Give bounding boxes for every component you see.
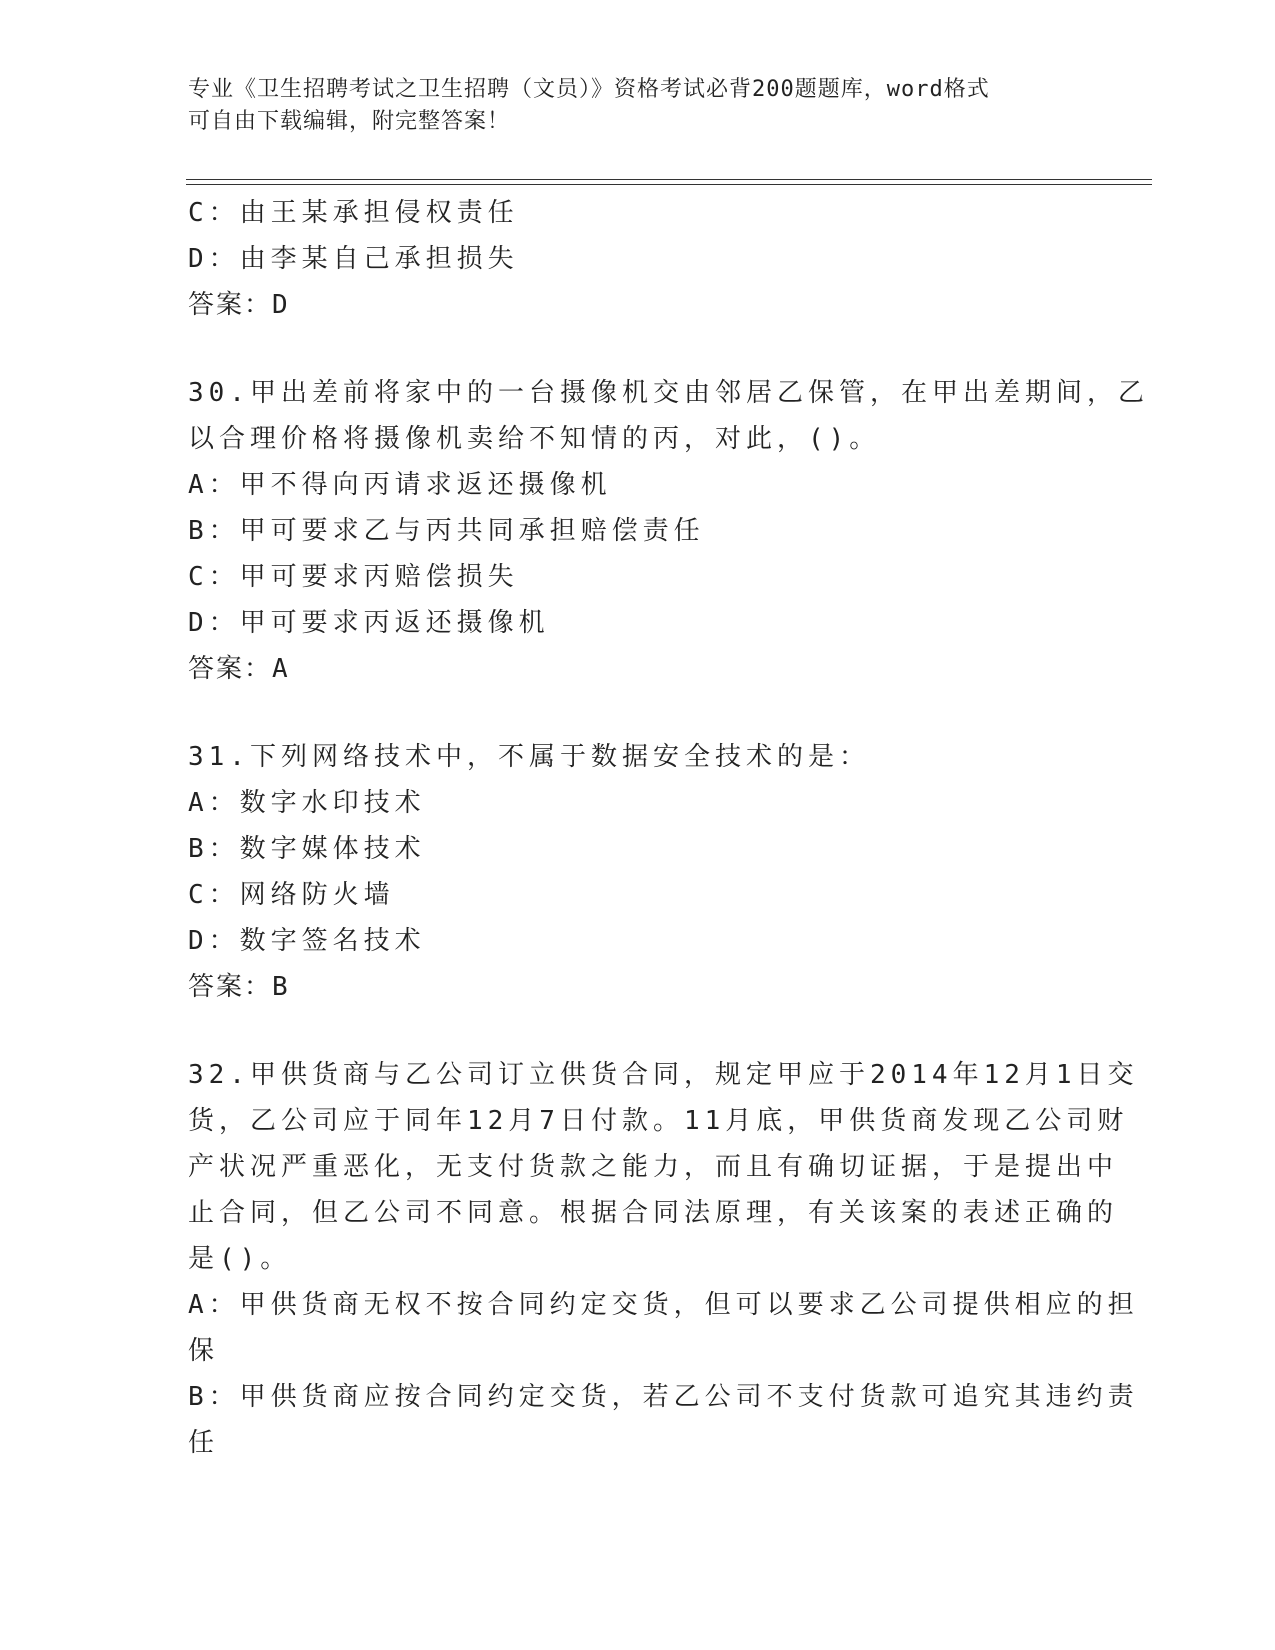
answer-line: 答案：B	[188, 972, 290, 1002]
option-a: A：甲不得向丙请求返还摄像机	[188, 470, 612, 500]
previous-question-tail	[188, 190, 1088, 328]
header-title-line-1: 专业《卫生招聘考试之卫生招聘（文员）》资格考试必背200题题库，word格式	[188, 77, 990, 102]
option-a-continued: 保	[188, 1336, 220, 1366]
option-a: A：甲供货商无权不按合同约定交货，但可以要求乙公司提供相应的担	[188, 1290, 1139, 1320]
question-stem: 产状况严重恶化，无支付货款之能力，而且有确切证据，于是提出中	[188, 1152, 1119, 1182]
question-stem: 以合理价格将摄像机卖给不知情的丙，对此，()。	[188, 424, 881, 454]
option-c: C：由王某承担侵权责任	[188, 198, 519, 228]
option-d: D：甲可要求丙返还摄像机	[188, 608, 550, 638]
question-stem: 货，乙公司应于同年12月7日付款。11月底，甲供货商发现乙公司财	[188, 1106, 1129, 1136]
answer-line: 答案：D	[188, 290, 290, 320]
question-32	[188, 1052, 1139, 1466]
question-stem: 31.下列网络技术中，不属于数据安全技术的是：	[188, 742, 870, 772]
question-stem: 止合同，但乙公司不同意。根据合同法原理，有关该案的表述正确的	[188, 1198, 1119, 1228]
option-b: B：甲可要求乙与丙共同承担赔偿责任	[188, 516, 705, 546]
header-title-line-2: 可自由下载编辑，附完整答案！	[188, 109, 511, 134]
option-a: A：数字水印技术	[188, 788, 426, 818]
question-31	[188, 734, 1088, 1010]
question-stem: 30.甲出差前将家中的一台摄像机交由邻居乙保管，在甲出差期间，乙	[188, 378, 1149, 408]
header-divider-bottom	[186, 184, 1152, 185]
option-b: B：数字媒体技术	[188, 834, 426, 864]
question-stem: 32.甲供货商与乙公司订立供货合同，规定甲应于2014年12月1日交	[188, 1060, 1139, 1090]
option-d: D：由李某自己承担损失	[188, 244, 519, 274]
question-content	[188, 190, 1149, 1466]
option-b-continued: 任	[188, 1428, 220, 1458]
header-divider-top	[186, 179, 1152, 180]
option-c: C：网络防火墙	[188, 880, 395, 910]
option-b: B：甲供货商应按合同约定交货，若乙公司不支付货款可追究其违约责	[188, 1382, 1139, 1412]
answer-line: 答案：A	[188, 654, 290, 684]
document-header	[188, 74, 1068, 138]
option-c: C：甲可要求丙赔偿损失	[188, 562, 519, 592]
option-d: D：数字签名技术	[188, 926, 426, 956]
question-stem: 是()。	[188, 1244, 292, 1274]
question-30	[188, 370, 1149, 692]
